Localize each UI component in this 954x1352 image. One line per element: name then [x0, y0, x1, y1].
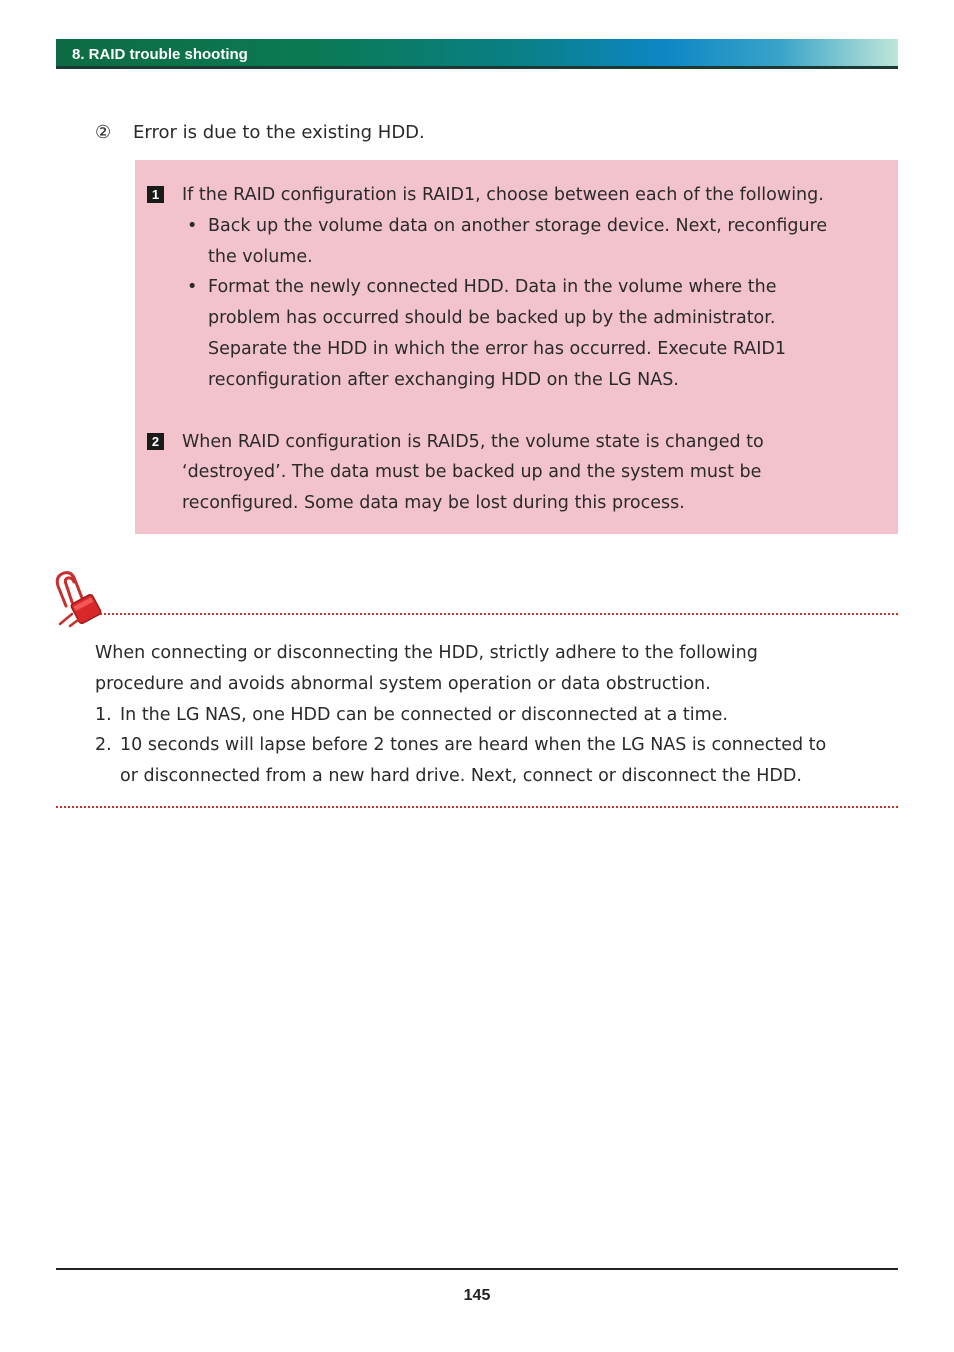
note-top-divider: [100, 613, 898, 615]
bullet-line: problem has occurred should be backed up by the administrator.: [208, 308, 776, 328]
bullet-line: reconfiguration after exchanging HDD on the LG NAS.: [208, 370, 679, 390]
bullet: •: [187, 216, 198, 236]
note-intro-line: procedure and avoids abnormal system operation or data obstruction.: [95, 674, 711, 694]
warning-box: [135, 160, 898, 534]
note-bottom-divider: [56, 806, 898, 808]
footer-rule: [56, 1268, 898, 1270]
note-item-line: 10 seconds will lapse before 2 tones are heard when the LG NAS is connected to: [120, 735, 827, 755]
item1-text: If the RAID configuration is RAID1, choose between each of the following.: [182, 185, 824, 205]
item2-line: When RAID configuration is RAID5, the volume state is changed to: [182, 432, 764, 452]
note-intro-line: When connecting or disconnecting the HDD, strictly adhere to the following: [95, 643, 758, 663]
note-item-number: 1.: [95, 705, 112, 725]
bullet: •: [187, 277, 198, 297]
section-title: 8. RAID trouble shooting: [72, 46, 248, 63]
item2-line: ‘destroyed’. The data must be backed up and the system must be: [182, 462, 762, 482]
note-item-line: In the LG NAS, one HDD can be connected or disconnected at a time.: [120, 705, 728, 725]
paper-clip-icon: [52, 568, 108, 628]
section-header-bar: [56, 39, 898, 69]
item-number-badge: 1: [147, 186, 164, 203]
bullet-line: the volume.: [208, 247, 313, 267]
step-number: ②: [95, 122, 112, 143]
step-line: [95, 122, 425, 143]
step-text: Error is due to the existing HDD.: [133, 122, 425, 143]
bullet-line: Format the newly connected HDD. Data in the volume where the: [208, 277, 777, 297]
note-item-line: or disconnected from a new hard drive. Next, connect or disconnect the HDD.: [120, 766, 802, 786]
item-number-badge: 2: [147, 433, 164, 450]
bullet-line: Separate the HDD in which the error has occurred. Execute RAID1: [208, 339, 787, 359]
page-number: 145: [463, 1287, 491, 1304]
note-item-number: 2.: [95, 735, 112, 755]
bullet-line: Back up the volume data on another storage device. Next, reconfigure: [208, 216, 828, 236]
item2-line: reconfigured. Some data may be lost during this process.: [182, 493, 685, 513]
